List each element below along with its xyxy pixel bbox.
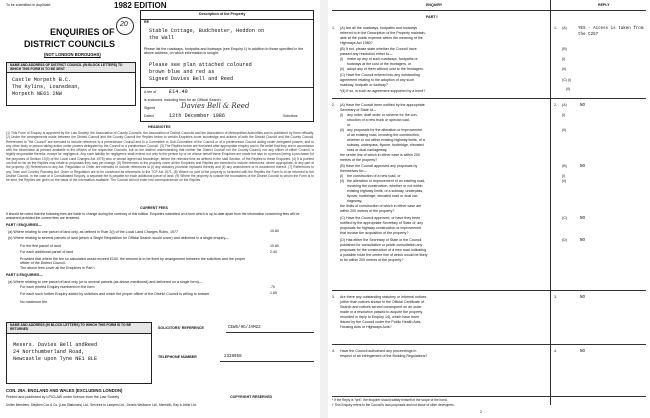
enquiry-line: (D) Has either the Secretary of State or the Council — [340, 238, 422, 242]
reply-mark: 3. — [554, 295, 557, 299]
enquiry-line: notified by the appropriate Secretary of State of, any — [340, 221, 424, 225]
date-value: 12th December 1986 — [169, 113, 226, 119]
part1-fees-label: PART I ENQUIRIES— — [6, 223, 42, 227]
headnotes-title: HEADNOTES — [148, 125, 171, 129]
fee-row: (a) Where relating to one parcel of land only (or to several parcels (as above-mentioned) and delivered on a single form)— — [8, 280, 203, 284]
return-address-line3: Newcastle upon Tyne NE1 8LE — [13, 356, 98, 362]
footer-form-code: CON. 29A. ENGLAND AND WALES (EXCLUDING LONDON) — [6, 388, 123, 393]
enquiry-line: (i) the construction of a new road, or — [340, 174, 401, 178]
reply-mark: 4. — [554, 349, 557, 353]
reply-value[interactable]: NO — [580, 217, 586, 221]
solicitors-reference-label: SOLICITORS' REFERENCE — [158, 326, 204, 330]
fees-above-note: The above fees cover all the Enquiries in Part I. — [20, 266, 96, 270]
council-address-line2: The Kylins, Loansdean, — [12, 84, 81, 90]
reply-mark: (ii) — [562, 128, 566, 132]
enquiry-number: 4. — [332, 349, 335, 353]
stamp-circle-icon — [116, 17, 134, 35]
enquiry-line: within 200 metres of the property? — [340, 209, 395, 213]
current-fees-title: CURRENT FEES — [140, 206, 168, 210]
fee-amount: 10.80 — [270, 229, 279, 233]
enquiry-line: proposals for the construction of a new road indicating — [340, 248, 427, 252]
return-address-line1: Messrs. Davies Bell andReed — [13, 342, 98, 348]
signature: Davies Bell & Reed — [181, 102, 250, 110]
form-title-line2: DISTRICT COUNCILS — [24, 39, 115, 49]
edition-label: 1982 EDITION — [114, 1, 167, 10]
return-address-line2: 24 Northumberland Road, — [13, 349, 85, 355]
enquiry-line: proposals for highway construction or improvement — [340, 226, 422, 230]
enquiry-line: (i) any order, draft order or scheme for the con- — [340, 113, 418, 117]
enquiry-line: (A) Are all the roadways, footpaths and footways — [340, 26, 418, 30]
reply-mark: (i) — [562, 57, 566, 61]
fee-row: For each printed Enquiry numbered in the form — [20, 285, 95, 289]
enquiry-line: roadway, footpath or footway? — [340, 83, 388, 87]
description-title: Description of the Property — [199, 12, 246, 16]
fees-intro: It should be noted that the following fees are liable to change during the currency of this edition. Enquiries submitted on a form which is up-to-date apart from the information concerning fees will be answered provided the correct fees are tendered. — [6, 212, 300, 221]
enquiry-line: referred to in the Description of the Property maintain- — [340, 31, 426, 35]
reply-value[interactable]: NO — [580, 350, 586, 354]
enquiry-line: of an existing road, involving the construction, — [340, 133, 420, 137]
reply-mark: (C) — [562, 216, 567, 220]
telephone-value[interactable]: 2328058 — [224, 355, 242, 359]
reply-mark: (ii) — [562, 67, 566, 71]
reply-mark: (A) — [562, 26, 567, 30]
stamp-number: 20 — [120, 21, 128, 28]
form-title-line1: ENQUIRIES OF — [50, 27, 115, 37]
enquiry-line: Secretary of State of— — [340, 108, 377, 112]
enquiry-line: (other than notices shown in the Official Certificate of — [340, 300, 425, 304]
form-title-line3: (NOT LONDON BOROUGHS) — [44, 52, 101, 57]
footnote-bond: * If the Reply is "yes", the enquirer should satisfy himself of the scope of the bond. — [332, 398, 448, 402]
reply-value[interactable]: NO — [580, 165, 586, 169]
plan-note-line2: brown blue and red as — [149, 69, 215, 75]
fee-row: For each such further Enquiry added by solicitors and which the proper officer of the District Council is willing to answer — [20, 292, 210, 296]
fee-row: Provided that where the fee so calculated would exceed £100, the amount is to be fixed by arrangement between the solicitors and the proper officer of the District Council. — [20, 257, 246, 266]
enquiry-line: able at the public expense within the meaning of the — [340, 36, 423, 40]
fee-amount: 1.65 — [270, 291, 277, 295]
enquiry-line: recorded in reply to Enquiry 14), which have been — [340, 315, 420, 319]
enquiry-line: Search and notices served consequent on an order — [340, 305, 422, 309]
reply-text-line2[interactable]: the C257 — [578, 33, 599, 37]
signed-label: Signed — [144, 106, 156, 110]
council-box-title: NAME AND ADDRESS OF DISTRICT COUNCIL (IN BLOCK LETTERS) TO WHICH THIS FORM IS TO BE SENT — [10, 63, 123, 71]
enquiry-line: (ii) adopt any of them without cost to the frontagers. — [340, 67, 424, 71]
footnote-proposals: † This Enquiry refers to the Council's own proposals and not those of other developers. — [332, 403, 455, 407]
enquiry-line: flyover, footbridge, elevated road or dual car- — [340, 194, 419, 198]
footer-copyright: COPYRIGHT RESERVED — [230, 395, 273, 399]
enquiry-line: involving the construction, whether or not within — [340, 184, 423, 188]
fee-row: (a) Where relating to one parcel of land only, as defined in Rule 2(i) of the Local Land Charges Rules, 1977 — [8, 230, 178, 234]
enquiry-line: (ii) the alteration or improvement of an existing road, — [340, 179, 426, 183]
enquiry-line: issued by the Council under the Public Health Acts, — [340, 320, 422, 324]
footer-unilex: Unilex Members: Stephen Cox & Co. (Law Stationers) Ltd., Services to Lawyers Ltd., Dennis Welbourn Ltd., Meredith, Ray & Littler Ltd. — [6, 403, 197, 407]
reply-column-header: REPLY — [598, 3, 610, 7]
fee-amount: .70 — [270, 285, 275, 289]
property-line1: Stable Cottage, Budchester, Heddon on — [149, 28, 265, 34]
enquiry-line: road or dual carriageway, — [340, 148, 388, 152]
reply-mark: (ii) — [566, 87, 570, 91]
enquiry-line: or — [340, 123, 351, 127]
reply-mark: 1. — [554, 26, 557, 30]
reply-value[interactable]: NO — [580, 296, 586, 300]
enquiry-line: *(ii) If so, is such an agreement supported by a bond? — [340, 89, 426, 93]
footer-printed: Printed and published by LP/CLAW under licence from the Law Society — [6, 395, 120, 399]
reply-mark: (A) — [562, 103, 567, 107]
enquiry-line: a possible route the centre line of which would be likely — [340, 253, 428, 257]
return-address-box[interactable] — [6, 322, 152, 384]
form-page-left — [0, 0, 320, 418]
reply-value[interactable]: NO — [580, 104, 586, 108]
enquiry-line: Housing Acts or Highways Acts? — [340, 325, 392, 329]
solicitors-label: Solicitors — [283, 114, 298, 118]
description-instruction: Please list the roadways, footpaths and footways (see Enquiry 1) in addition to those specified in the above address, on which information is sought. — [144, 47, 304, 56]
fee-note: is enclosed, including fees for an Official Search. — [144, 98, 222, 102]
property-line2: the Wall — [149, 35, 174, 41]
signed-by: Signed Davies Bell and Reed — [149, 76, 234, 82]
solicitors-reference-value[interactable]: CEWS/HG/JAM22 — [228, 326, 261, 330]
enquiry-line: footways at the cost of the frontagers, or — [340, 62, 412, 66]
fee-value: £14.40 — [169, 89, 188, 95]
reply-mark: 2. — [554, 103, 557, 107]
enquiry-line: existing highway limits, of a subway, underpass, — [340, 189, 424, 193]
council-address-box[interactable] — [6, 62, 136, 106]
property-description-box[interactable] — [140, 10, 314, 122]
enquiry-number: 3. — [332, 295, 335, 299]
enquiry-line: respect of an infringement of the Building Regulations? — [340, 354, 428, 358]
enquiry-line: whether or not within existing highway limits, of a — [340, 138, 425, 142]
enquiry-number: 1. — [332, 26, 335, 30]
enquiry-line: that involve the acquisition of the property? — [340, 231, 409, 235]
page-gutter — [320, 0, 328, 418]
enquiry-line: themselves for— — [340, 169, 367, 173]
enquiry-line: (C) Have the Council approved, or have they been — [340, 216, 421, 220]
enquiry-line: published for consultation or public consultation any — [340, 243, 423, 247]
fee-label: A fee of — [144, 90, 157, 94]
telephone-label: TELEPHONE NUMBER — [158, 355, 197, 359]
enquiry-line: (i) make up any of such roadways, footpaths or — [340, 57, 418, 61]
enquiry-line: Are there any outstanding statutory or informal notices — [340, 295, 427, 299]
enquiry-line: riageway, — [340, 199, 363, 203]
fee-row: (b) Where relating to several parcels of land (which a Single Requisition for Official Search would cover) and delivered in a single enquiry— — [8, 236, 229, 240]
enquiry-line: Have the Council authorised any proceedings in — [340, 349, 417, 353]
enquiry-line: (A) Have the Council been notified by the appropriate — [340, 103, 425, 107]
enquiry-number: 2. — [332, 103, 335, 107]
part2-fees-label: PART II ENQUIRIES— — [6, 273, 43, 277]
enquiry-line: the limits of construction of which in either case are — [340, 204, 422, 208]
enquiry-line: (C) Have the Council entered into any outstanding — [340, 73, 420, 77]
reply-mark: (D) — [562, 238, 567, 242]
enquiry-line: subway, underpass, flyover, footbridge, elevated — [340, 143, 424, 147]
return-box-title: NAME AND ADDRESS (IN BLOCK LETTERS) TO WHICH THIS FORM IS TO BE RETURNED — [10, 323, 132, 331]
fee-amount: 2.40 — [270, 250, 277, 254]
enquiry-line: agreement relating to the adoption of any such — [340, 78, 415, 82]
enquiry-line: Highways Act 1980? — [340, 41, 373, 45]
reply-mark: (i) — [562, 174, 566, 178]
reply-mark: (i) — [562, 113, 566, 117]
reply-mark: (B) — [562, 47, 567, 51]
enquiry-line: the centre line of which in either case is within 200 — [340, 153, 420, 157]
headnotes-text: (1) This Form of Enquiry is approved by the Law Society, the Association of County Councils, the Association of District Councils and the Association of Metropolitan Authorities and is published by them officially. (2) Under the arrangements made between the District Council and the County Council the Replies below to certain Enquiries cover knowledge and actions of both the District Council and the County Council. References to "the Council" are intended to include reference to a predecessor Council and to a Committee or Sub-Committee of the Council or of a predecessor Council acting under delegated powers, and to any other body or person taking action under powers delegated by the Council or a predecessor Council. (3) The Replies below are furnished after appropriate enquiry and in the belief that they are in accordance with the information at present available to the officers of the respective Councils, but on the distinct understanding that neither the District Council nor the County Council, nor any officer of either Council, is legally responsible therefor, except for negligence. Any such liability for negligence shall extend not only to the person by or on whose behalf these Enquiries are made but also to a person (being a purchaser for the purposes of Section 10(3) of the Local Land Charges Act 1975) who or whose agent had knowledge, before the relevant time as defined in the said Section, of the Replies to these Enquiries. (4) It is pointed out that so far as the Replies may relate to proposals they may yet change. (5) References to the property cover all the Enquiries and Replies are intended to include references, where appropriate, to any part of the property. (6) References to any Act, Regulation or Order are intended to include references to (i) any statutory provision replaced thereby and (ii) any amendment or re-enactment thereof. (7) References to any Town and Country Planning Act, Order or Regulation are to be construed as references to the TCP Act 1971. (8) Where no part of the property is furnished with the Replies the Form is to be returned to the District Council. In the case of a Consolidated Enquiry, a separate fee is payable for each additional parcel of land. (9) Where the property is outside the boundaries of the District Council to whom the Form is to be sent, the Replies are given on the basis of the information available. The Council will not enter into correspondence on the Replies. — [6, 131, 314, 183]
enquiry-line: struction of a new trunk or special road, — [340, 118, 410, 122]
submit-note: To be submitted in duplicate — [6, 3, 51, 7]
page-number: 2 — [480, 410, 482, 414]
council-address-line1: Castle Morpeth B.C. — [12, 77, 72, 83]
re-label: RE — [144, 20, 149, 24]
fee-amount: 10.80 — [270, 244, 279, 248]
fee-row: No maximum fee. — [20, 300, 49, 304]
enquiry-line: made or a resolution passed to acquire the property — [340, 310, 423, 314]
part-one-label: PART I — [426, 15, 438, 19]
enquiry-column-header: ENQUIRY — [426, 3, 443, 7]
reply-mark: (B) — [562, 164, 567, 168]
reply-mark: (C) (i) — [562, 78, 572, 82]
plan-note-line1: Please see plan attached coloured — [149, 62, 252, 68]
reply-value[interactable]: NO — [580, 239, 586, 243]
enquiry-line: passed any resolution either to— — [340, 52, 393, 56]
reply-text-line1[interactable]: YES - Access is taken from — [578, 27, 644, 31]
reply-mark: (ii) — [562, 179, 566, 183]
enquiry-line: (ii) any proposals for the alteration or improvement — [340, 128, 423, 132]
enquiry-line: to be within 200 metres of the property? — [340, 258, 404, 262]
form-page-right — [328, 0, 650, 418]
enquiry-line: (B) Have the Council approved any proposals by — [340, 164, 418, 168]
dated-label: Dated — [144, 114, 154, 118]
fee-row: For the first parcel of land — [20, 244, 61, 248]
enquiry-line: (B) If not, please state whether the Council have — [340, 47, 417, 51]
council-address-line3: Morpeth NE61 2NW — [12, 91, 62, 97]
enquiry-line: metres of the property? — [340, 158, 378, 162]
fee-row: For each additional parcel of land — [20, 250, 74, 254]
